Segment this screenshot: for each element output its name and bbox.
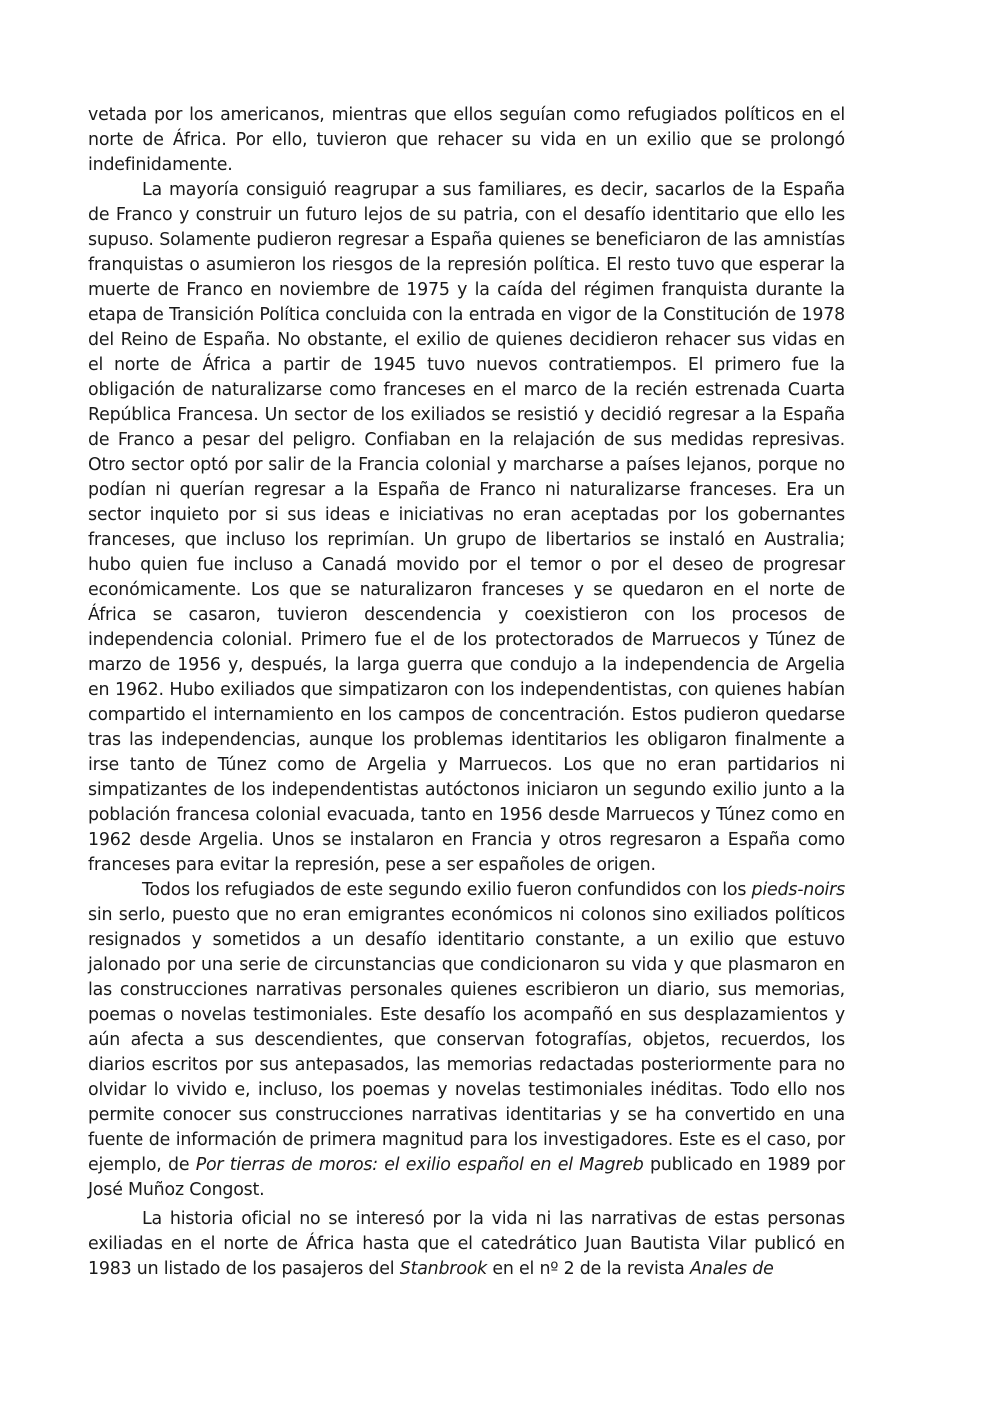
paragraph-text: sin serlo, puesto que no eran emigrantes económicos ni colonos sino exiliados políticos resignados y sometidos a un desafío identitario constante, a un exilio que estuvo jalonado por una serie de circunstancias que condicionaron su vida y que plasmaron en las construcciones narrativas personales quienes escribieron un diario, sus memorias, poemas o novelas testimoniales. Este desafío los acompañó en sus desplazamientos y aún afecta a sus descendientes, que conservan fotografías, objetos, recuerdos, los diarios escritos por sus antepasados, las memorias redactadas posteriormente para no olvidar lo vivido e, incluso, los poemas y novelas testimoniales inéditas. Todo ello nos permite conocer sus construcciones narrativas identitarias y se ha convertido en una fuente de información de primera magnitud para los investigadores. Este es el caso, por ejemplo, de: [88, 905, 845, 1175]
paragraph-text: La mayoría consiguió reagrupar a sus familiares, es decir, sacarlos de la España de Franco y construir un futuro lejos de su patria, con el desafío identitario que ello les supuso. Solamente pudieron regresar a España quienes se beneficiaron de las amnistías franquistas o asumieron los riesgos de la represión política. El resto tuvo que esperar la muerte de Franco en noviembre de 1975 y la caída del régimen franquista durante la etapa de Transición Política concluida con la entrada en vigor de la Constitución de 1978 del Reino de España. No obstante, el exilio de quienes decidieron rehacer sus vidas en el norte de África a partir de 1945 tuvo nuevos contratiempos. El primero fue la obligación de naturalizarse como franceses en el marco de la recién estrenada Cuarta República Francesa. Un sector de los exiliados se resistió y decidió regresar a la España de Franco a pesar del peligro. Confiaban en la relajación de sus medidas represivas. Otro sector optó por salir de la Francia colonial y marcharse a países lejanos, porque no podían ni querían regresar a la España de Franco ni naturalizarse franceses. Era un sector inquieto por si sus ideas e iniciativas no eran aceptadas por los gobernantes franceses, que incluso los reprimían. Un grupo de libertarios se instaló en Australia; hubo quien fue incluso a Canadá movido por el temor o por el deseo de progresar económicamente. Los que se naturalizaron franceses y se quedaron en el norte de África se casaron, tuvieron descendencia y coexistieron con los procesos de independencia colonial. Primero fue el de los protectorados de Marruecos y Túnez de marzo de 1956 y, después, la larga guerra que condujo a la independencia de Argelia en 1962. Hubo exiliados que simpatizaron con los independentistas, con quienes habían compartido el internamiento en los campos de concentración. Estos pudieron quedarse tras las independencias, aunque los problemas identitarios les obligaron finalmente a irse tanto de Túnez como de Argelia y Marruecos. Los que no eran partidarios ni simpatizantes de los independentistas autóctonos iniciaron un segundo exilio junto a la población francesa colonial evacuada, tanto en 1956 desde Marruecos y Túnez como en 1962 desde Argelia. Unos se instalaron en Francia y otros regresaron a España como franceses para evitar la represión, pese a ser españoles de origen.: [88, 180, 845, 875]
paragraph-text: La historia oficial no se interesó por la vida ni las narrativas de estas personas exiliadas en el norte de África hasta que el catedrático Juan Bautista Vilar publicó en 1983 un listado de los pasajeros del: [88, 1209, 845, 1279]
paragraph: [88, 103, 845, 178]
paragraph: [88, 878, 845, 1203]
ship-name: Stanbrook: [399, 1259, 488, 1279]
paragraph-text: Todos los refugiados de este segundo exilio fueron confundidos con los: [142, 880, 752, 900]
paragraph: [88, 1207, 845, 1282]
document-page: [88, 103, 845, 1282]
italic-term: pieds-noirs: [751, 880, 845, 900]
paragraph-text: en el nº 2 de la revista: [487, 1259, 690, 1279]
book-title: Por tierras de moros: el exilio español en el Magreb: [195, 1155, 644, 1175]
paragraph-text: vetada por los americanos, mientras que ellos seguían como refugiados políticos en el norte de África. Por ello, tuvieron que rehacer su vida en un exilio que se prolongó indefinidamente.: [88, 105, 845, 175]
paragraph: [88, 178, 845, 878]
paragraph-text: publicado en 1989 por José Muñoz Congost.: [88, 1155, 845, 1200]
journal-title: Anales de: [689, 1259, 774, 1279]
